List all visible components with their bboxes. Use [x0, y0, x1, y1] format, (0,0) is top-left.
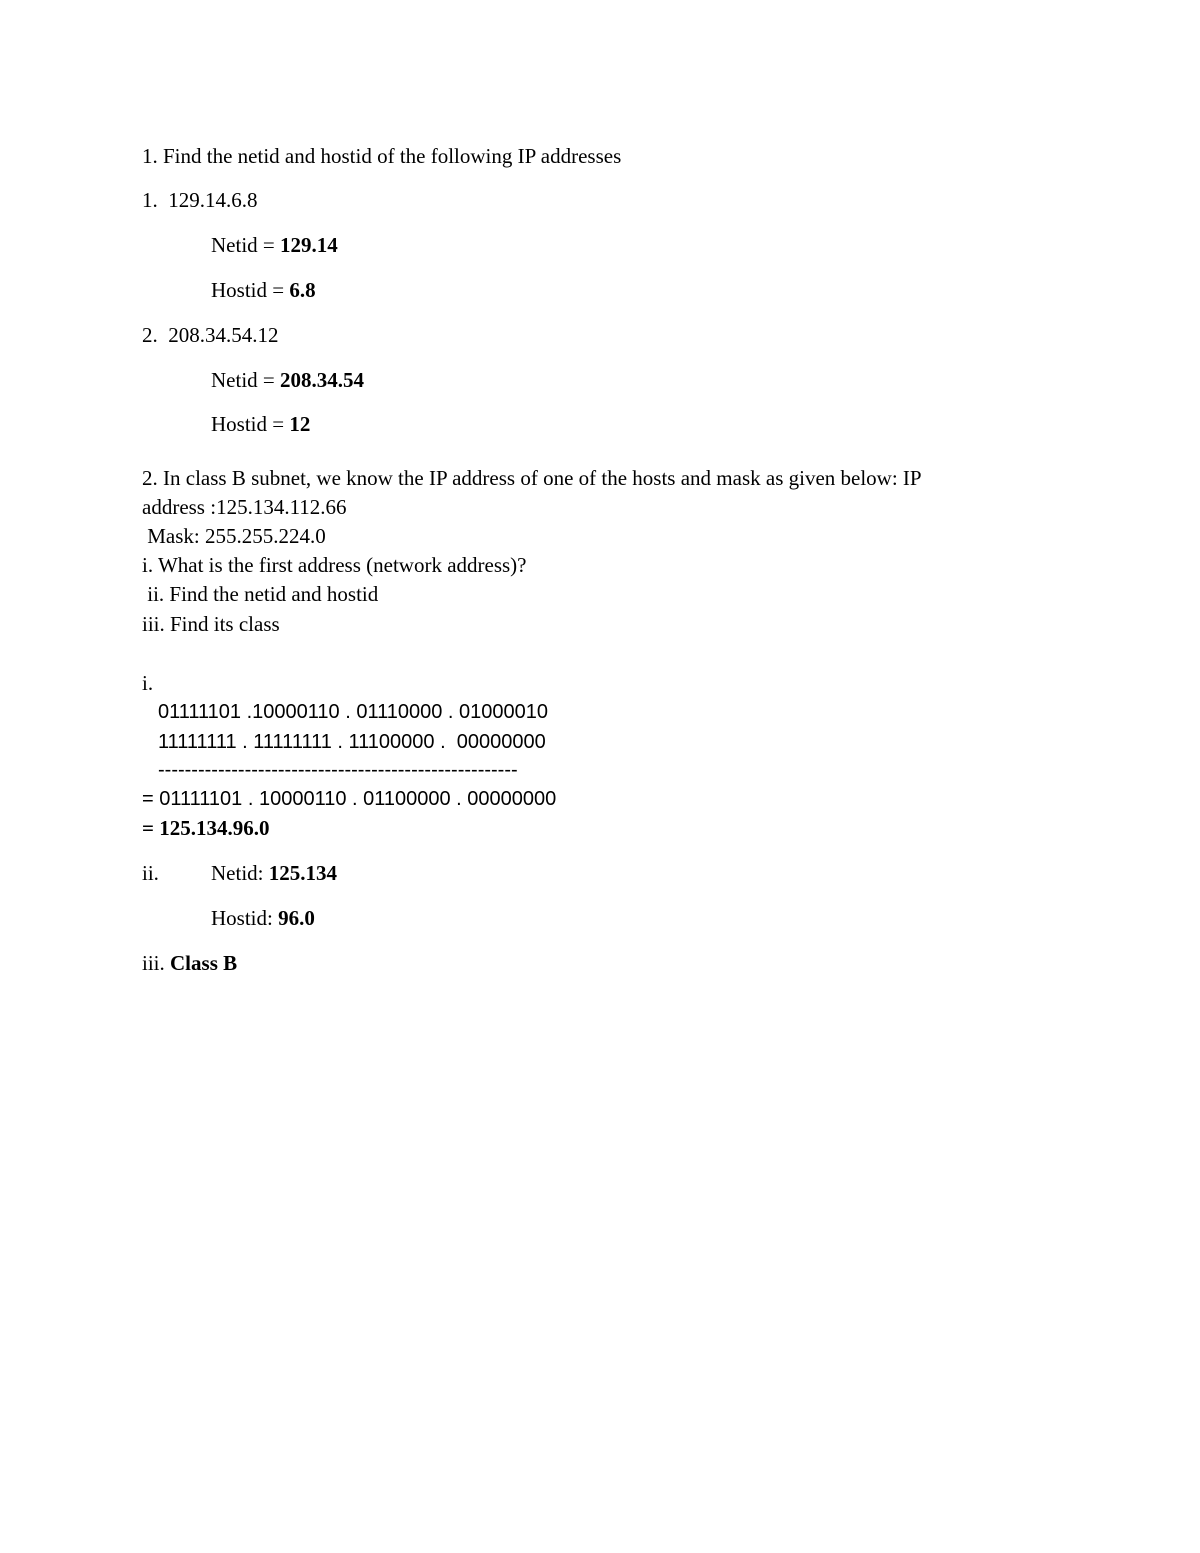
network-address-result: = 125.134.96.0 [142, 816, 270, 840]
question-2-title-line-2: address :125.134.112.66 [142, 495, 347, 519]
answer-ii-label: ii. [142, 861, 159, 885]
binary-result: = 01111101 . 10000110 . 01100000 . 00000000 [142, 788, 557, 810]
question-2-sub-ii: ii. Find the netid and hostid [142, 582, 379, 606]
answer-iii [142, 950, 237, 976]
binary-ip-address: 01111101 .10000110 . 01110000 . 01000010 [158, 701, 548, 723]
answer-hostid [211, 905, 315, 931]
question-1-title: 1. Find the netid and hostid of the following IP addresses [142, 144, 622, 168]
ip-item-2-hostid [211, 411, 310, 437]
hostid-label: Hostid = [211, 412, 290, 436]
question-2-title-line-1: 2. In class B subnet, we know the IP address of one of the hosts and mask as given below: IP [142, 466, 922, 490]
hostid-value: 12 [289, 412, 311, 436]
class-value: Class B [170, 951, 238, 975]
hostid-value: 6.8 [289, 278, 316, 302]
hostid-value: 96.0 [278, 906, 315, 930]
binary-mask: 11111111 . 11111111 . 11100000 . 00000000 [158, 731, 546, 753]
and-separator-line: ------------------------------------------------------ [158, 759, 518, 781]
netid-value: 129.14 [280, 233, 338, 257]
netid-label: Netid: [211, 861, 269, 885]
question-2-sub-iii: iii. Find its class [142, 612, 280, 636]
netid-value: 208.34.54 [280, 368, 364, 392]
question-2-sub-i: i. What is the first address (network address)? [142, 553, 527, 577]
ip-item-2-label: 2. 208.34.54.12 [142, 323, 279, 347]
netid-label: Netid = [211, 368, 280, 392]
netid-label: Netid = [211, 233, 280, 257]
answer-iii-label: iii. [142, 951, 171, 975]
netid-value: 125.134 [268, 861, 337, 885]
ip-item-1-netid [211, 232, 338, 258]
ip-item-1-hostid [211, 277, 316, 303]
question-2-mask: Mask: 255.255.224.0 [142, 524, 326, 548]
answer-netid [211, 860, 337, 886]
ip-item-2-netid [211, 367, 364, 393]
answer-i-label: i. [142, 671, 154, 695]
ip-item-1-label: 1. 129.14.6.8 [142, 188, 258, 212]
hostid-label: Hostid = [211, 278, 290, 302]
hostid-label: Hostid: [211, 906, 279, 930]
